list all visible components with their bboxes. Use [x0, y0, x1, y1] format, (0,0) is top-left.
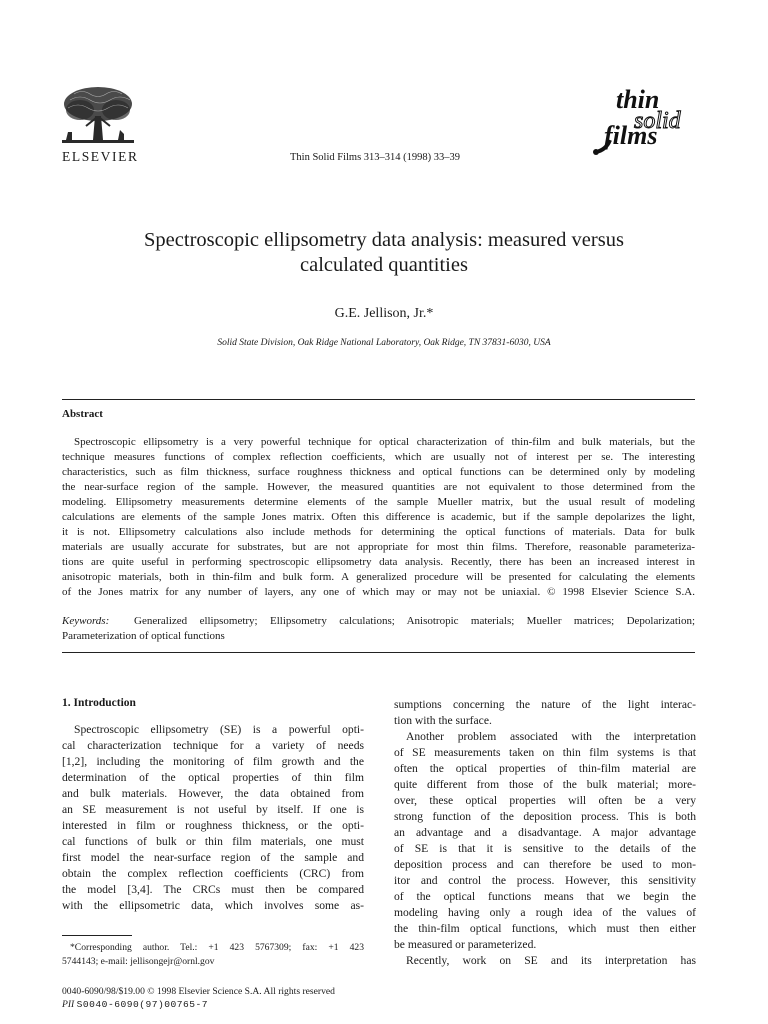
abstract-line: characteristics, such as film thickness, surface roughness thickness and optical functions can be determined only by modeling [62, 466, 695, 478]
abstract-line: materials are usually accurate for substrates, but are not appropriate for most thin films. Therefore, reasonable parameteriza- [62, 541, 695, 553]
pii-label: PII [62, 999, 75, 1010]
body-line: sumptions concerning the nature of the light interac- [394, 698, 696, 711]
keywords-divider [62, 652, 695, 653]
publisher-name: ELSEVIER [62, 149, 139, 164]
body-line: the thin-film optical functions, which must then either [394, 922, 696, 935]
body-line: itor and control the process. However, this sensitivity [394, 874, 696, 887]
journal-logo [590, 84, 702, 158]
abstract-line: of the Jones matrix for any number of layers, any one of which may or may not be uniaxial. © 1998 Elsevier Science S.A. [62, 586, 695, 598]
body-line: the model [3,4]. The CRCs must then be compared [62, 883, 364, 896]
body-line: determination of the optical properties of thin film [62, 771, 364, 784]
body-line: of SE is that it is sensitive to the details of the [394, 842, 696, 855]
body-line: and bulk materials. However, the data obtained from [62, 787, 364, 800]
keywords-line-2: Parameterization of optical functions [62, 630, 225, 642]
body-line: modeling having only a rough idea of the values of [394, 906, 696, 919]
top-divider [62, 399, 695, 400]
body-line: tion with the surface. [394, 714, 492, 727]
logo-word-films: films [604, 121, 658, 150]
body-line: cal functions of bulk or thin film materials, one must [62, 835, 364, 848]
body-line: strong function of the deposition process. This is both [394, 810, 696, 823]
body-line: of SE measurements taken on thin film systems is that [394, 746, 696, 759]
body-line: with the ellipsometric data, which involves some as- [62, 899, 364, 912]
title-line: calculated quantities [300, 254, 468, 276]
body-line: interested in film or roughness thickness, or the opti- [62, 819, 364, 832]
abstract-line: tions are quite useful in performing spectroscopic ellipsometry data analysis. Recently, there has been an increased interest in [62, 556, 695, 568]
abstract-line: the near-surface region of the sample. However, the measured quantities are not equivalent to those determined from the [62, 481, 695, 493]
title-line: Spectroscopic ellipsometry data analysis: measured versus [144, 229, 624, 251]
author-affiliation: Solid State Division, Oak Ridge National Laboratory, Oak Ridge, TN 37831-6030, USA [217, 338, 551, 348]
body-line: Another problem associated with the interpretation [406, 730, 696, 743]
body-line: first model the near-surface region of the sample and [62, 851, 364, 864]
body-line: quite different from those of the bulk material; more- [394, 778, 696, 791]
abstract-line: technique measures functions of complex reflection coefficients, which are usually not of interest per se. The interesting [62, 451, 695, 463]
keywords-label: Keywords: [62, 615, 110, 627]
body-line: Spectroscopic ellipsometry (SE) is a powerful opti- [74, 723, 364, 736]
logo-word-solid: solid [634, 108, 681, 134]
body-line: [1,2], including the monitoring of film growth and the [62, 755, 364, 768]
author-name: G.E. Jellison, Jr.* [334, 306, 434, 321]
body-line: of the optical functions means that we begin the [394, 890, 696, 903]
keywords-line [62, 614, 695, 629]
abstract-heading: Abstract [62, 408, 103, 420]
paper-title [60, 228, 708, 278]
section-heading: 1. Introduction [62, 697, 136, 709]
body-line: an SE measurement is not useful by itself. If one is [62, 803, 364, 816]
abstract-line: anisotropic materials, both in thin-film and bulk form. A generalized procedure will be presented for calculating the elements [62, 571, 695, 583]
pii-number: S0040-6090(97)00765-7 [76, 999, 209, 1010]
footnote-divider [62, 935, 132, 936]
footnote-line: *Corresponding author. Tel.: +1 423 5767309; fax: +1 423 [70, 942, 364, 953]
copyright-line: 0040-6090/98/$19.00 © 1998 Elsevier Science S.A. All rights reserved [62, 986, 335, 997]
body-line: Recently, work on SE and its interpretation has [406, 954, 696, 967]
journal-citation: Thin Solid Films 313–314 (1998) 33–39 [290, 152, 461, 163]
logo-word-thin: thin [616, 85, 660, 114]
keywords-text: Generalized ellipsometry; Ellipsometry calculations; Anisotropic materials; Mueller matrices; Depolarization; [134, 615, 695, 627]
abstract-line: it is not. Ellipsometry calculations also include methods for determining the optical functions of materials. Data for bulk [62, 526, 695, 538]
body-line: over, these optical properties will often be a very [394, 794, 696, 807]
body-line: cal characterization technique for a variety of needs [62, 739, 364, 752]
body-line: obtain the complex reflection coefficients (CRC) from [62, 867, 364, 880]
abstract-line: Spectroscopic ellipsometry is a very powerful technique for optical characterization of thin-film and bulk materials, but the [74, 436, 695, 448]
abstract-line: calculations are elements of the sample Jones matrix. Often this difference is academic, but if the sample depolarizes the light, [62, 511, 695, 523]
body-line: be measured or parameterized. [394, 938, 537, 951]
body-line: deposition process and can therefore be used to mon- [394, 858, 696, 871]
abstract-line: modeling. Ellipsometry measurements determine elements of the sample Mueller matrix, but the usual result of modeling [62, 496, 695, 508]
pii-line [62, 998, 208, 1011]
body-line: often the optical properties of thin-film material are [394, 762, 696, 775]
body-line: an advantage and a disadvantage. A major advantage [394, 826, 696, 839]
footnote-line: 5744143; e-mail: jellisongejr@ornl.gov [62, 956, 215, 967]
